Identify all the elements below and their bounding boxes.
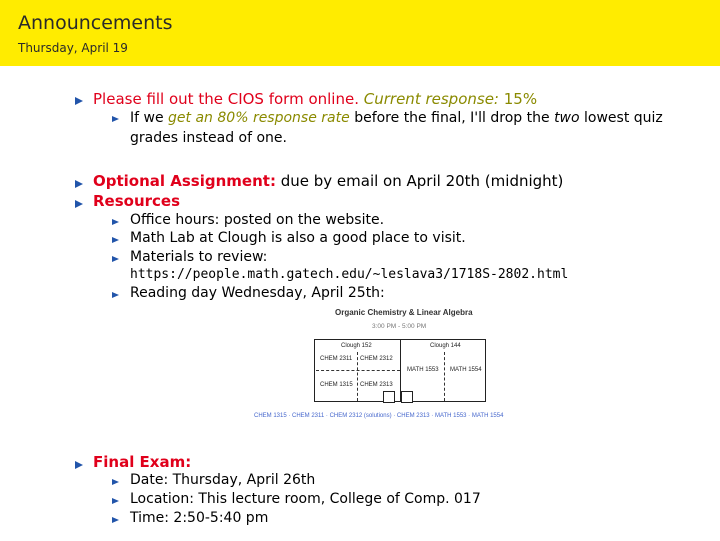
resources-office-hours: Office hours: posted on the website.: [130, 212, 385, 228]
room-door: [383, 391, 395, 403]
slide-subtitle: Thursday, April 19: [18, 41, 128, 55]
room-divider: [357, 352, 358, 401]
sub-bullet-triangle-icon: [112, 237, 119, 243]
bullet-triangle-icon: [75, 180, 83, 188]
resources-label: Resources: [93, 192, 181, 210]
room-cell: CHEM 1315: [320, 382, 353, 388]
resources-reading-day: Reading day Wednesday, April 25th:: [130, 285, 385, 301]
room-cell: MATH 1554: [450, 367, 482, 373]
schedule-title: Organic Chemistry & Linear Algebra: [335, 308, 473, 317]
schedule-links[interactable]: CHEM 1315 · CHEM 2311 · CHEM 2312 (solutions) · CHEM 2313 · MATH 1553 · MATH 1554: [254, 413, 504, 419]
cios-subitem: [130, 110, 663, 126]
optional-assignment-label: Optional Assignment:: [93, 172, 276, 190]
sub-bullet-triangle-icon: [112, 517, 119, 523]
sub-bullet-triangle-icon: [112, 498, 119, 504]
optional-assignment-text: due by email on April 20th (midnight): [280, 172, 564, 190]
cios-sub-text: lowest quiz: [584, 110, 663, 126]
cios-sub-text: If we: [130, 110, 164, 126]
cios-sub-line2: grades instead of one.: [130, 130, 287, 146]
sub-bullet-triangle-icon: [112, 219, 119, 225]
resources-url-link[interactable]: https://people.math.gatech.edu/~leslava3/1718S-2802.html: [130, 267, 569, 282]
bullet-triangle-icon: [75, 97, 83, 105]
slide-header: [0, 0, 720, 66]
cios-response-value: 15%: [503, 90, 538, 108]
cios-sub-emphasis: two: [554, 110, 580, 126]
cios-response-label: Current response:: [363, 90, 499, 108]
room-cell: MATH 1553: [407, 367, 439, 373]
sub-bullet-triangle-icon: [112, 116, 119, 122]
cios-sub-highlight: get an 80% response rate: [168, 110, 350, 126]
room-name: Clough 144: [430, 343, 461, 349]
final-exam-location: Location: This lecture room, College of Comp. 017: [130, 491, 481, 507]
schedule-time: 3:00 PM - 5:00 PM: [372, 323, 427, 330]
room-door: [401, 391, 413, 403]
room-name: Clough 152: [341, 343, 372, 349]
sub-bullet-triangle-icon: [112, 292, 119, 298]
resources-materials: Materials to review:: [130, 249, 268, 265]
sub-bullet-triangle-icon: [112, 479, 119, 485]
room-cell: CHEM 2312: [360, 356, 393, 362]
final-exam-label: Final Exam:: [93, 453, 192, 471]
bullet-triangle-icon: [75, 200, 83, 208]
bullet-triangle-icon: [75, 461, 83, 469]
room-divider: [444, 352, 445, 401]
cios-item: [93, 90, 537, 108]
slide-title: Announcements: [18, 12, 173, 34]
room-divider: [316, 370, 400, 371]
final-exam-time: Time: 2:50-5:40 pm: [130, 510, 269, 526]
final-exam-date: Date: Thursday, April 26th: [130, 472, 316, 488]
room-cell: CHEM 2313: [360, 382, 393, 388]
cios-sub-text: before the final, I'll drop the: [354, 110, 550, 126]
optional-assignment-item: [93, 172, 563, 190]
room-cell: CHEM 2311: [320, 356, 353, 362]
sub-bullet-triangle-icon: [112, 256, 119, 262]
cios-lead: Please fill out the CIOS form online.: [93, 90, 359, 108]
resources-math-lab: Math Lab at Clough is also a good place to visit.: [130, 230, 466, 246]
